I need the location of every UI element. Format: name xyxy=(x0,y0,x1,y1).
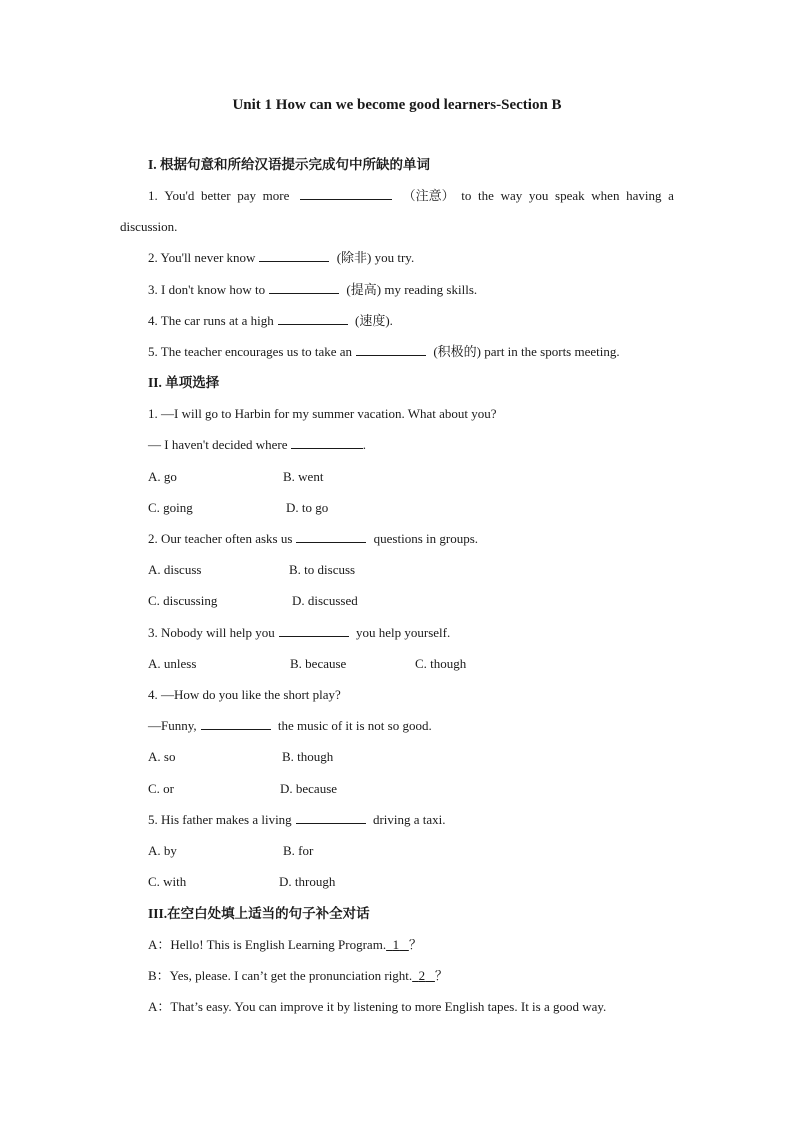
question-1-2 xyxy=(148,249,414,267)
word: you xyxy=(528,188,549,203)
question-text: . xyxy=(362,437,367,452)
question-1-1-continued: discussion. xyxy=(120,219,178,234)
option-b[interactable]: B. though xyxy=(282,749,334,764)
question-1-3 xyxy=(148,281,477,299)
option-c[interactable]: C. though xyxy=(415,656,467,671)
answer-blank[interactable] xyxy=(259,249,329,262)
word: having xyxy=(626,188,662,203)
dialogue-line-2 xyxy=(148,967,448,985)
question-text: 2. Our teacher often asks us xyxy=(148,531,293,546)
chinese-hint: （注意） xyxy=(402,188,455,203)
question-text: 5. His father makes a living xyxy=(148,812,292,827)
question-1-4 xyxy=(148,312,393,330)
option-d[interactable]: D. because xyxy=(280,781,338,796)
option-a[interactable]: A. discuss xyxy=(148,562,202,577)
answer-blank[interactable] xyxy=(296,530,366,543)
section-2-heading: II. 单项选择 xyxy=(148,375,220,390)
question-text: you help yourself. xyxy=(352,625,451,640)
option-d[interactable]: D. to go xyxy=(286,500,329,515)
option-b[interactable]: B. went xyxy=(283,469,324,484)
question-2-4: 4. —How do you like the short play? xyxy=(148,687,341,702)
option-b[interactable]: B. to discuss xyxy=(289,562,356,577)
option-b[interactable]: B. for xyxy=(283,843,314,858)
question-text: driving a taxi. xyxy=(369,812,446,827)
word: better xyxy=(200,188,231,203)
blank-number: 1 xyxy=(392,937,400,952)
dialogue-text: ？ xyxy=(434,968,448,983)
answer-blank[interactable] xyxy=(296,811,366,824)
option-a[interactable]: A. so xyxy=(148,749,176,764)
question-2-3 xyxy=(148,624,450,642)
option-a[interactable]: A. go xyxy=(148,469,177,484)
question-2-5 xyxy=(148,811,446,829)
section-3-heading: III.在空白处填上适当的句子补全对话 xyxy=(148,906,370,921)
question-text: — I haven't decided where xyxy=(148,437,291,452)
question-2-1-reply xyxy=(148,436,366,454)
question-text: (速度). xyxy=(351,313,393,328)
question-text: (提高) my reading skills. xyxy=(343,282,478,297)
answer-blank[interactable] xyxy=(291,436,363,449)
question-text: 2. You'll never know xyxy=(148,250,256,265)
option-a[interactable]: A. unless xyxy=(148,656,197,671)
option-c[interactable]: C. or xyxy=(148,781,174,796)
answer-blank[interactable] xyxy=(201,717,271,730)
question-text: 3. I don't know how to xyxy=(148,282,266,297)
dialogue-line-1 xyxy=(148,936,422,954)
option-d[interactable]: D. through xyxy=(279,874,336,889)
word: pay xyxy=(237,188,256,203)
word: a xyxy=(668,188,674,203)
question-1-1 xyxy=(148,187,674,205)
dialogue-text: B：Yes, please. I can’t get the pronunciation right. xyxy=(148,968,413,983)
question-text: the music of it is not so good. xyxy=(274,718,432,733)
dialogue-line-3: A：That’s easy. You can improve it by listening to more English tapes. It is a good way. xyxy=(148,999,607,1014)
answer-blank[interactable] xyxy=(269,281,339,294)
question-1-5 xyxy=(148,343,620,361)
question-text: 5. The teacher encourages us to take an xyxy=(148,344,353,359)
option-c[interactable]: C. with xyxy=(148,874,187,889)
question-2-1: 1. —I will go to Harbin for my summer vacation. What about you? xyxy=(148,406,497,421)
option-c[interactable]: C. discussing xyxy=(148,593,218,608)
answer-blank[interactable] xyxy=(356,343,426,356)
question-text: (积极的) part in the sports meeting. xyxy=(430,344,620,359)
question-text: 3. Nobody will help you xyxy=(148,625,275,640)
question-text: questions in groups. xyxy=(370,531,479,546)
answer-blank[interactable] xyxy=(300,187,392,200)
word: to xyxy=(461,188,472,203)
word: way xyxy=(500,188,523,203)
word: speak xyxy=(555,188,585,203)
answer-blank[interactable] xyxy=(278,312,348,325)
word: 1. xyxy=(148,188,158,203)
question-text: —Funny, xyxy=(148,718,197,733)
word: when xyxy=(591,188,620,203)
section-1-heading: I. 根据句意和所给汉语提示完成句中所缺的单词 xyxy=(148,157,431,172)
answer-blank-1[interactable] xyxy=(386,937,409,952)
answer-blank-2[interactable] xyxy=(412,968,435,983)
question-text: (除非) you try. xyxy=(333,250,415,265)
option-a[interactable]: A. by xyxy=(148,843,177,858)
dialogue-text: ？ xyxy=(408,937,422,952)
option-d[interactable]: D. discussed xyxy=(292,593,358,608)
option-c[interactable]: C. going xyxy=(148,500,193,515)
question-2-4-reply xyxy=(148,717,432,735)
word: more xyxy=(262,188,290,203)
question-2-2 xyxy=(148,530,478,548)
dialogue-text: A：Hello! This is English Learning Program. xyxy=(148,937,387,952)
page-title: Unit 1 How can we become good learners-Section B xyxy=(232,97,562,113)
word: the xyxy=(478,188,494,203)
word: You'd xyxy=(164,188,195,203)
option-b[interactable]: B. because xyxy=(290,656,347,671)
blank-number: 2 xyxy=(418,968,426,983)
answer-blank[interactable] xyxy=(279,624,349,637)
question-text: 4. The car runs at a high xyxy=(148,313,274,328)
